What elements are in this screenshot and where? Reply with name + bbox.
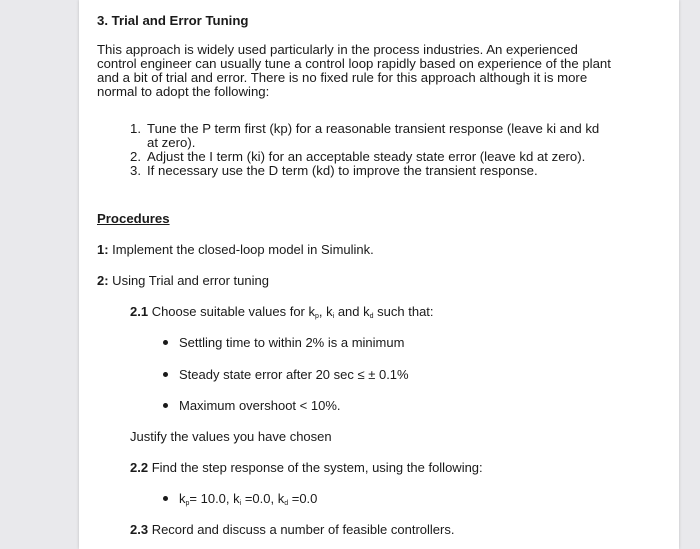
- paragraph-line: normal to adopt the following:: [97, 84, 270, 99]
- bullet-text: Maximum overshoot < 10%.: [179, 398, 341, 413]
- step-2-2: [130, 460, 483, 475]
- step-2-1: [130, 304, 434, 320]
- bullet-item: [163, 398, 340, 413]
- list-text: Adjust the I term (ki) for an acceptable steady state error (leave kd at zero).: [147, 149, 586, 164]
- section-title: 3. Trial and Error Tuning: [97, 13, 249, 28]
- subscript-p: p: [315, 313, 319, 320]
- step-number: 2.3: [130, 522, 149, 537]
- gain-values-bullet: [163, 491, 317, 507]
- step-text: , k: [318, 304, 333, 319]
- bullet-text: Settling time to within 2% is a minimum: [179, 335, 405, 350]
- bullet-dot-icon: [163, 403, 168, 408]
- step-text: Record and discuss a number of feasible controllers.: [148, 522, 455, 537]
- intro-paragraph: [97, 43, 657, 99]
- step-number: 2:: [97, 273, 109, 288]
- paragraph-line: control engineer can usually tune a control loop rapidly based on experience of the plant: [97, 56, 611, 71]
- step-2-3: [130, 522, 454, 537]
- list-item: [130, 150, 585, 164]
- bullet-dot-icon: [163, 340, 168, 345]
- subscript-p: p: [185, 500, 190, 507]
- bullet-text: Steady state error after 20 sec ≤ ± 0.1%: [179, 367, 409, 382]
- list-number: 3.: [130, 163, 141, 178]
- bullet-dot-icon: [163, 372, 168, 377]
- justify-note: Justify the values you have chosen: [130, 429, 332, 444]
- step-number: 1:: [97, 242, 109, 257]
- step-text: such that:: [373, 304, 434, 319]
- gain-text: = 10.0, k: [189, 491, 240, 506]
- step-2: [97, 273, 269, 288]
- step-1: [97, 242, 374, 257]
- bullet-item: [163, 367, 409, 382]
- gain-text: k: [179, 491, 186, 506]
- procedures-heading: Procedures: [97, 211, 170, 226]
- paragraph-line: and a bit of trial and error. There is no fixed rule for this approach although it is more: [97, 70, 588, 85]
- list-number: 1.: [130, 121, 141, 136]
- step-text: Using Trial and error tuning: [108, 273, 269, 288]
- list-number: 2.: [130, 149, 141, 164]
- subscript-i: i: [239, 500, 242, 507]
- step-text: Choose suitable values for k: [148, 304, 316, 319]
- step-text: Find the step response of the system, using the following:: [148, 460, 483, 475]
- subscript-d: d: [284, 500, 289, 507]
- step-number: 2.2: [130, 460, 149, 475]
- step-number: 2.1: [130, 304, 149, 319]
- list-item: [130, 122, 599, 136]
- bullet-item: [163, 335, 404, 350]
- gain-text: =0.0: [288, 491, 318, 506]
- list-item: [130, 164, 538, 178]
- subscript-d: d: [369, 313, 374, 320]
- bullet-dot-icon: [163, 496, 168, 501]
- paragraph-line: This approach is widely used particularly in the process industries. An experienced: [97, 42, 578, 57]
- step-text: Implement the closed-loop model in Simulink.: [108, 242, 374, 257]
- gain-text: =0.0, k: [241, 491, 285, 506]
- subscript-i: i: [332, 313, 335, 320]
- step-text: and k: [334, 304, 370, 319]
- list-text: Tune the P term first (kp) for a reasonable transient response (leave ki and kd: [147, 121, 600, 136]
- list-text: If necessary use the D term (kd) to improve the transient response.: [147, 163, 538, 178]
- list-item-continuation: at zero).: [147, 135, 196, 150]
- document-page: [79, 0, 679, 549]
